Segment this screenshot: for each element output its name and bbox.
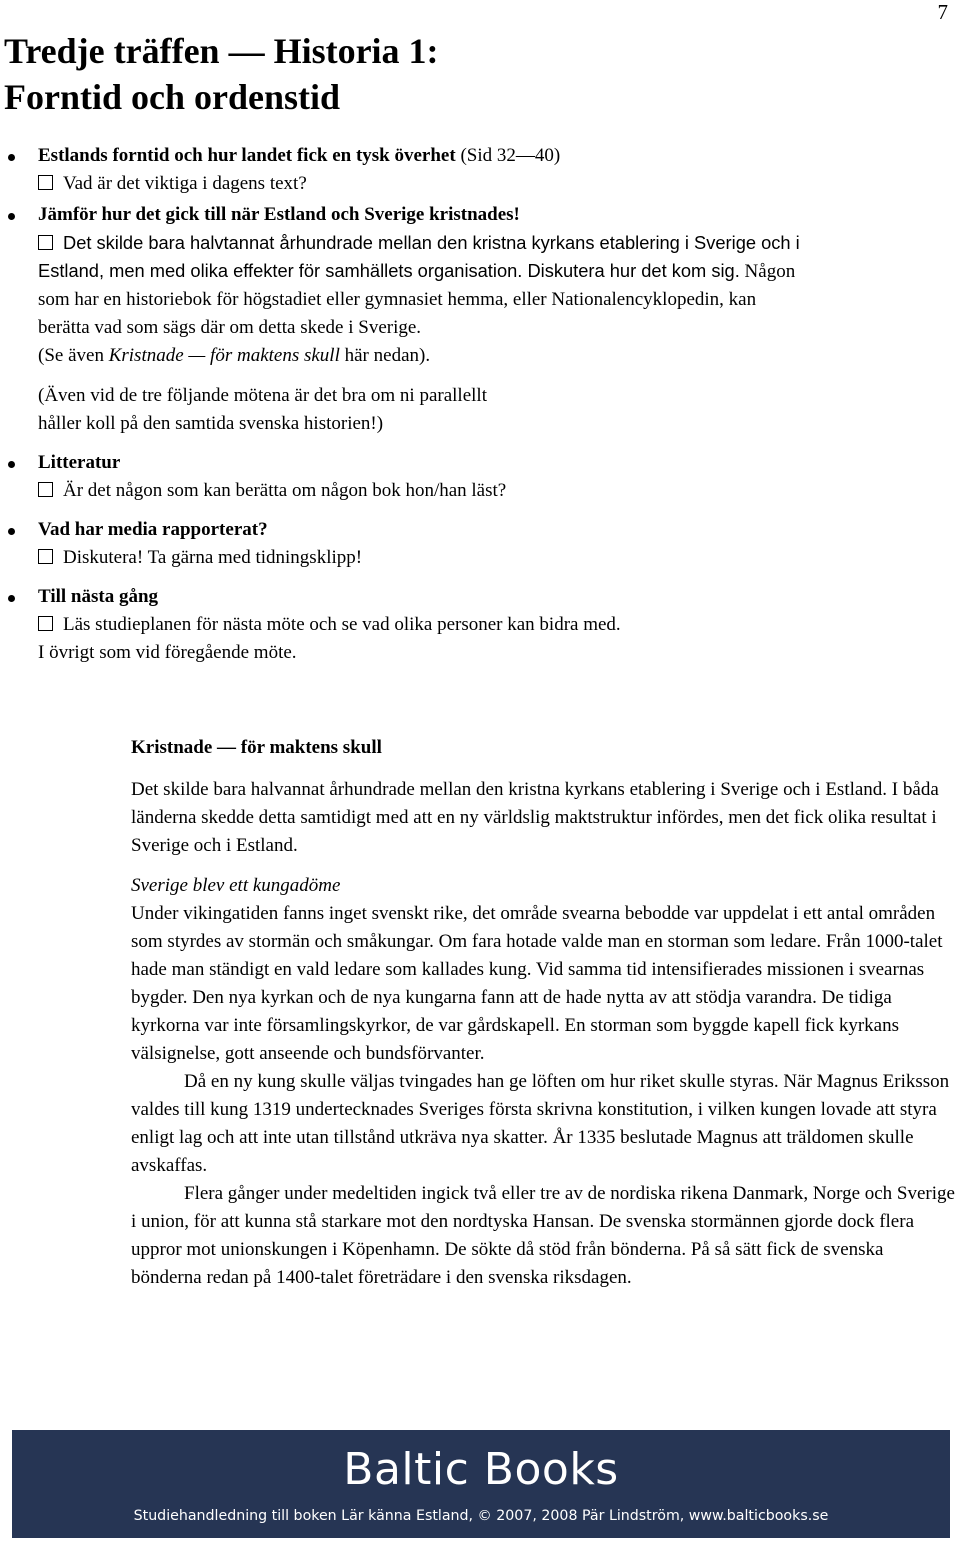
item-title: Till nästa gång bbox=[38, 586, 159, 607]
page-title bbox=[4, 28, 439, 120]
checkbox-icon bbox=[38, 175, 53, 190]
item-task-extra: I övrigt som vid föregående möte. bbox=[38, 642, 297, 663]
footer-banner bbox=[12, 1430, 950, 1538]
item-task-line: berätta vad som sägs där om detta skede i Sverige. bbox=[38, 317, 422, 338]
item-task-line: (Se även Kristnade — för maktens skull här nedan). bbox=[38, 345, 431, 366]
bullet-icon bbox=[8, 213, 15, 220]
title-line-1: Tredje träffen — Historia 1: bbox=[4, 31, 439, 71]
item-title: Estlands forntid och hur landet fick en tysk överhet (Sid 32—40) bbox=[38, 145, 561, 166]
item-task: Vad är det viktiga i dagens text? bbox=[38, 170, 940, 198]
article-reference: Kristnade — för maktens skull bbox=[108, 345, 340, 366]
item-task: Är det någon som kan berätta om någon bok hon/han läst? bbox=[38, 477, 940, 505]
item-note-line: (Även vid de tre följande mötena är det bra om ni parallellt bbox=[38, 385, 487, 406]
item-title: Jämför hur det gick till när Estland och Sverige kristnades! bbox=[38, 204, 520, 225]
agenda-item bbox=[0, 142, 940, 198]
bullet-icon bbox=[8, 461, 15, 468]
item-page-ref: (Sid 32—40) bbox=[455, 145, 561, 166]
item-task-line: som har en historiebok för högstadiet eller gymnasiet hemma, eller Nationalencyklopedin, kan bbox=[38, 289, 757, 310]
checkbox-icon bbox=[38, 549, 53, 564]
bullet-icon bbox=[8, 595, 15, 602]
agenda-item bbox=[0, 449, 940, 505]
item-title: Litteratur bbox=[38, 452, 121, 473]
article bbox=[131, 734, 957, 1292]
article-paragraph: Under vikingatiden fanns inget svenskt rike, det område svearna bebodde var uppdelat i ett antal områden som styrdes av stormän och småkungar. Om fara hotade valde man en storman som ledare. Från 1000-talet hade man ständigt en vald ledare som kallades kung. Vid samma tid intensifierades missionen i svearnas bygder. Den nya kyrkan och de nya kungarna fann att de hade nytta av att stödja varandra. De tidiga kyrkorna var inte församlingskyrkor, de var gårdskapell. En storman som byggde kapell fick kyrkans välsignelse, gott anseende och bundsförvanter. bbox=[131, 903, 943, 1064]
agenda-item bbox=[0, 516, 940, 572]
title-line-2: Forntid och ordenstid bbox=[4, 77, 341, 117]
checkbox-icon bbox=[38, 235, 53, 250]
article-paragraph: Då en ny kung skulle väljas tvingades han ge löften om hur riket skulle styras. När Magnus Eriksson valdes till kung 1319 undertecknades Sveriges första skrivna konstitution, i vilken kungen lovade att styra enligt lag och att inte utan tillstånd utkräva nya skatter. År 1335 beslutade Magnus att träldomen skulle avskaffas. bbox=[131, 1071, 950, 1176]
bullet-icon bbox=[8, 154, 15, 161]
article-paragraph: Flera gånger under medeltiden ingick två eller tre av de nordiska rikena Danmark, Norge och Sverige i union, för att kunna stå starkare mot den nordtyska Hansan. De svenska stormännen gjorde dock flera uppror mot unionskungen i Köpenhamn. De sökte då stöd från bönderna. På så sätt fick de svenska bönderna redan på 1400-talet företrädare i den svenska riksdagen. bbox=[131, 1183, 955, 1288]
checkbox-icon bbox=[38, 482, 53, 497]
agenda-item bbox=[0, 201, 940, 438]
brand-logo-text: Baltic Books bbox=[343, 1444, 619, 1495]
bullet-icon bbox=[8, 528, 15, 535]
item-task-line: Det skilde bara halvtannat århundrade mellan den kristna kyrkans etablering i Sverige och i bbox=[38, 229, 940, 257]
item-task: Läs studieplanen för nästa möte och se vad olika personer kan bidra med. bbox=[38, 611, 940, 639]
footer-credit: Studiehandledning till boken Lär känna Estland, © 2007, 2008 Pär Lindström, www.balticbooks.se bbox=[133, 1508, 829, 1524]
item-task-line: Estland, men med olika effekter för samhällets organisation. Diskutera hur det kom sig. Någon bbox=[38, 260, 796, 282]
agenda-list bbox=[0, 142, 940, 667]
page-number: 7 bbox=[937, 0, 948, 24]
item-note-line: håller koll på den samtida svenska historien!) bbox=[38, 413, 384, 434]
checkbox-icon bbox=[38, 616, 53, 631]
agenda-item bbox=[0, 583, 940, 667]
article-subheading: Sverige blev ett kungadöme bbox=[131, 875, 341, 896]
article-intro: Det skilde bara halvannat århundrade mellan den kristna kyrkans etablering i Sverige och i Estland. I båda länderna skedde detta samtidigt med att en ny världslig maktstruktur infördes, men det fick olika resultat i Sverige och i Estland. bbox=[131, 779, 939, 856]
item-task: Diskutera! Ta gärna med tidningsklipp! bbox=[38, 544, 940, 572]
article-title: Kristnade — för maktens skull bbox=[131, 737, 382, 758]
item-title: Vad har media rapporterat? bbox=[38, 519, 268, 540]
